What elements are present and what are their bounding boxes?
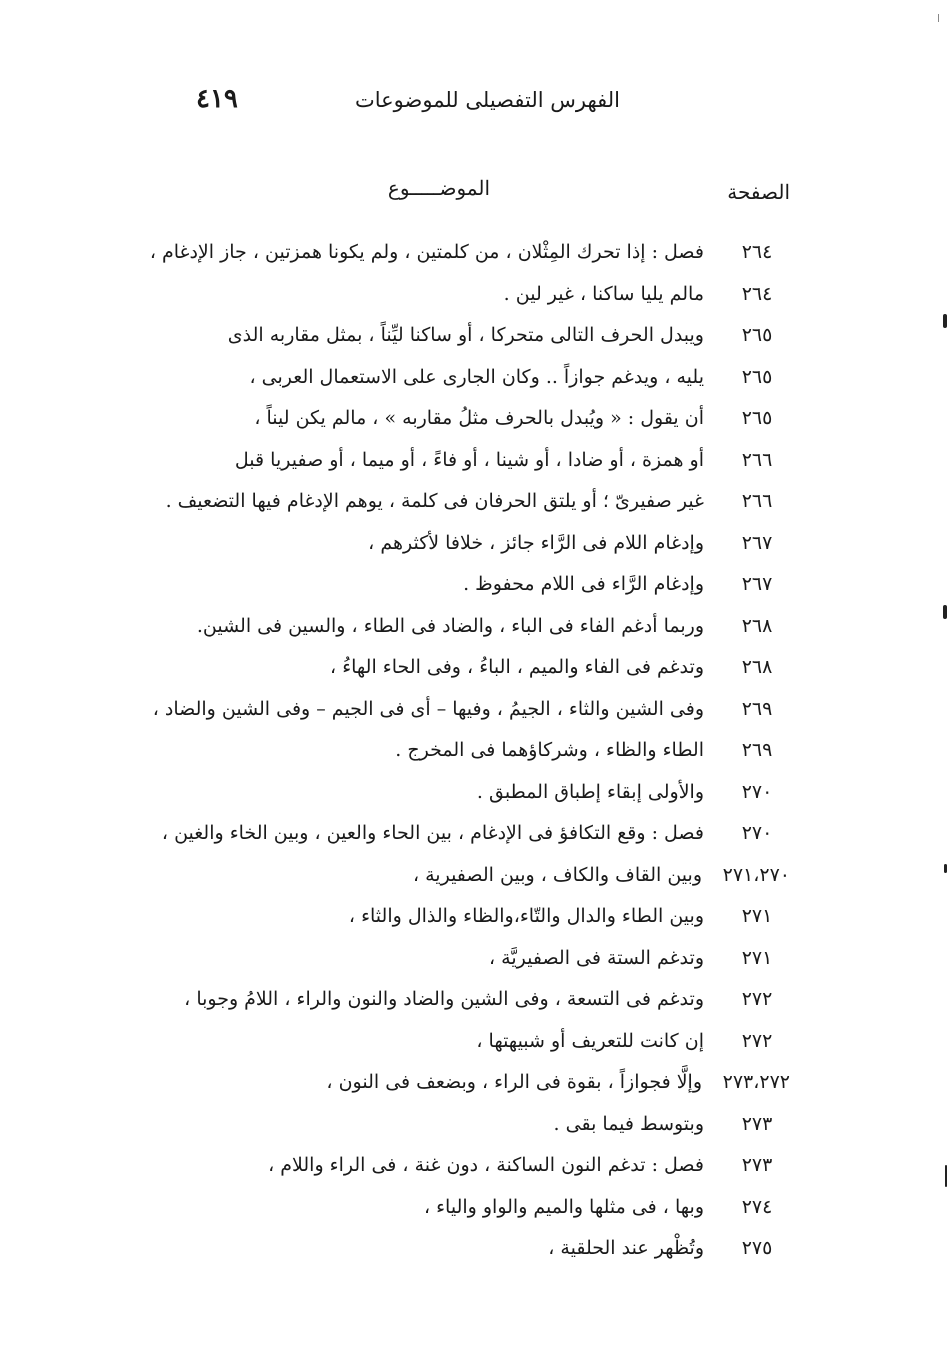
row-topic-text: وتدغم الستة فى الصفيريَّة ،: [488, 946, 704, 969]
toc-row: [150, 858, 790, 900]
row-page-number: ٢٧٣: [741, 1154, 773, 1176]
row-page-number: ٢٧٥: [741, 1237, 773, 1259]
toc-row: [150, 526, 790, 568]
row-topic-text: وإدغام اللام فى الرَّاء جائز ، خلافا لأكثرهم ،: [368, 531, 704, 554]
toc-list: [150, 235, 790, 1273]
corner-tick: [938, 14, 939, 22]
running-title: الفهرس التفصيلى للموضوعات: [354, 88, 620, 112]
column-headers: [150, 176, 790, 212]
row-page-number: ٢٧١: [741, 905, 773, 927]
row-topic-text: وتُظْهر عند الحلقية ،: [548, 1237, 704, 1259]
toc-row: [150, 443, 790, 485]
row-topic-text: مالم يليا ساكنا ، غير لين .: [503, 282, 704, 305]
row-topic-text: إن كانت للتعريف أو شبيهتها ،: [476, 1029, 704, 1052]
toc-row: [150, 567, 790, 609]
row-page-number: ٢٦٥: [741, 324, 773, 346]
row-topic-text: والأولى إبقاء إطباق المطبق .: [476, 780, 704, 803]
topic-column-header: الموضـــــوع: [387, 176, 490, 200]
toc-row: [150, 650, 790, 692]
row-page-number: ٢٧١،٢٧٠: [722, 863, 790, 886]
row-page-number: ٢٦٦: [741, 490, 773, 512]
toc-row: [150, 609, 790, 651]
toc-row: [150, 941, 790, 983]
row-topic-text: وربما أدغم الفاء فى الباء ، والضاد فى الطاء ، والسين فى الشين.: [196, 614, 704, 637]
row-topic-text: ويبدل الحرف التالى متحركا ، أو ساكنا ليِّناً ، بمثل مقاربه الذى: [227, 324, 704, 346]
toc-row: [150, 1231, 790, 1273]
row-page-number: ٢٧٣: [741, 1112, 773, 1135]
row-page-number: ٢٦٥: [741, 365, 773, 388]
page-column-header: الصفحة: [727, 180, 790, 204]
toc-row: [150, 401, 790, 443]
row-page-number: ٢٧٠: [741, 780, 773, 803]
toc-row: [150, 1065, 790, 1107]
row-topic-text: وإلَّا فجوازاً ، بقوة فى الراء ، وبضعف فى النون ،: [326, 1071, 702, 1093]
toc-row: [150, 982, 790, 1024]
row-page-number: ٢٦٥: [741, 407, 773, 429]
row-topic-text: فصل : إذا تحرك المِثْلان ، من كلمتين ، ولم يكونا همزتين ، جاز الإدغام ،: [149, 241, 704, 263]
row-page-number: ٢٦٧: [741, 531, 773, 554]
row-page-number: ٢٦٩: [741, 697, 773, 720]
row-page-number: ٢٦٦: [741, 448, 773, 471]
row-topic-text: وفى الشين والثاء ، الجيمُ ، وفيها – أى فى الجيم – وفى الشين والضاد ،: [152, 697, 704, 720]
row-topic-text: وبين القاف والكاف ، وبين الصفيرية ،: [412, 863, 702, 886]
page-header: [150, 84, 790, 124]
row-page-number: ٢٦٤: [741, 282, 773, 305]
toc-row: [150, 733, 790, 775]
row-topic-text: فصل : وقع التكافؤ فى الإدغام ، بين الحاء والعين ، وبين الخاء والغين ،: [161, 822, 704, 844]
row-page-number: ٢٧٢: [741, 988, 773, 1010]
row-topic-text: فصل : تدغم النون الساكنة ، دون غنة ، فى الراء واللام ،: [268, 1154, 704, 1176]
row-page-number: ٢٦٤: [741, 241, 773, 263]
toc-row: [150, 360, 790, 402]
row-page-number: ٢٧١: [741, 946, 773, 969]
row-topic-text: وتدغم فى التسعة ، وفى الشين والضاد والنون والراء ، اللامُ وجوبا ،: [184, 988, 704, 1010]
row-page-number: ٢٦٩: [741, 739, 773, 761]
page-number: ٤١٩: [196, 84, 238, 114]
row-page-number: ٢٧٣،٢٧٢: [722, 1071, 790, 1093]
toc-row: [150, 1024, 790, 1066]
row-page-number: ٢٧٠: [741, 822, 773, 844]
row-topic-text: أو همزة ، أو ضادا ، أو شينا ، أو فاءً ، أو ميما ، أو صفيريا قبل: [234, 448, 704, 471]
toc-row: [150, 816, 790, 858]
row-topic-text: غير صفيرىّ ؛ أو يلتق الحرفان فى كلمة ، يوهم الإدغام فيها التضعيف .: [165, 490, 704, 512]
row-topic-text: الطاء والظاء ، وشركاؤهما فى المخرج .: [395, 739, 704, 761]
toc-row: [150, 484, 790, 526]
row-topic-text: وتدغم فى الفاء والميم ، الباءُ ، وفى الحاء الهاءُ ،: [330, 656, 704, 678]
row-page-number: ٢٦٨: [741, 614, 773, 637]
toc-row: [150, 1107, 790, 1149]
toc-row: [150, 775, 790, 817]
row-topic-text: أن يقول : « ويُبدل بالحرف مثلُ مقاربه » ، مالم يكن ليناً ،: [254, 407, 704, 429]
toc-row: [150, 692, 790, 734]
toc-row: [150, 1190, 790, 1232]
row-topic-text: وبين الطاء والدال والتّاء،والظاء والذال والثاء ،: [348, 905, 704, 927]
toc-row: [150, 318, 790, 360]
row-topic-text: وإدغام الرَّاء فى اللام محفوظ .: [463, 573, 704, 595]
edge-mark: [943, 314, 947, 328]
row-page-number: ٢٧٢: [741, 1029, 773, 1052]
toc-row: [150, 277, 790, 319]
toc-row: [150, 1148, 790, 1190]
row-topic-text: وبها ، فى مثلها والميم والواو والياء ،: [423, 1195, 704, 1218]
toc-row: [150, 899, 790, 941]
row-topic-text: وبتوسط فيما بقى .: [553, 1112, 704, 1135]
row-topic-text: يليه ، ويدغم جوازاً .. وكان الجارى على الاستعمال العربى ،: [249, 365, 704, 388]
row-page-number: ٢٦٨: [741, 656, 773, 678]
edge-mark: [943, 605, 947, 619]
toc-row: [150, 235, 790, 277]
row-page-number: ٢٧٤: [741, 1195, 773, 1218]
row-page-number: ٢٦٧: [741, 573, 773, 595]
